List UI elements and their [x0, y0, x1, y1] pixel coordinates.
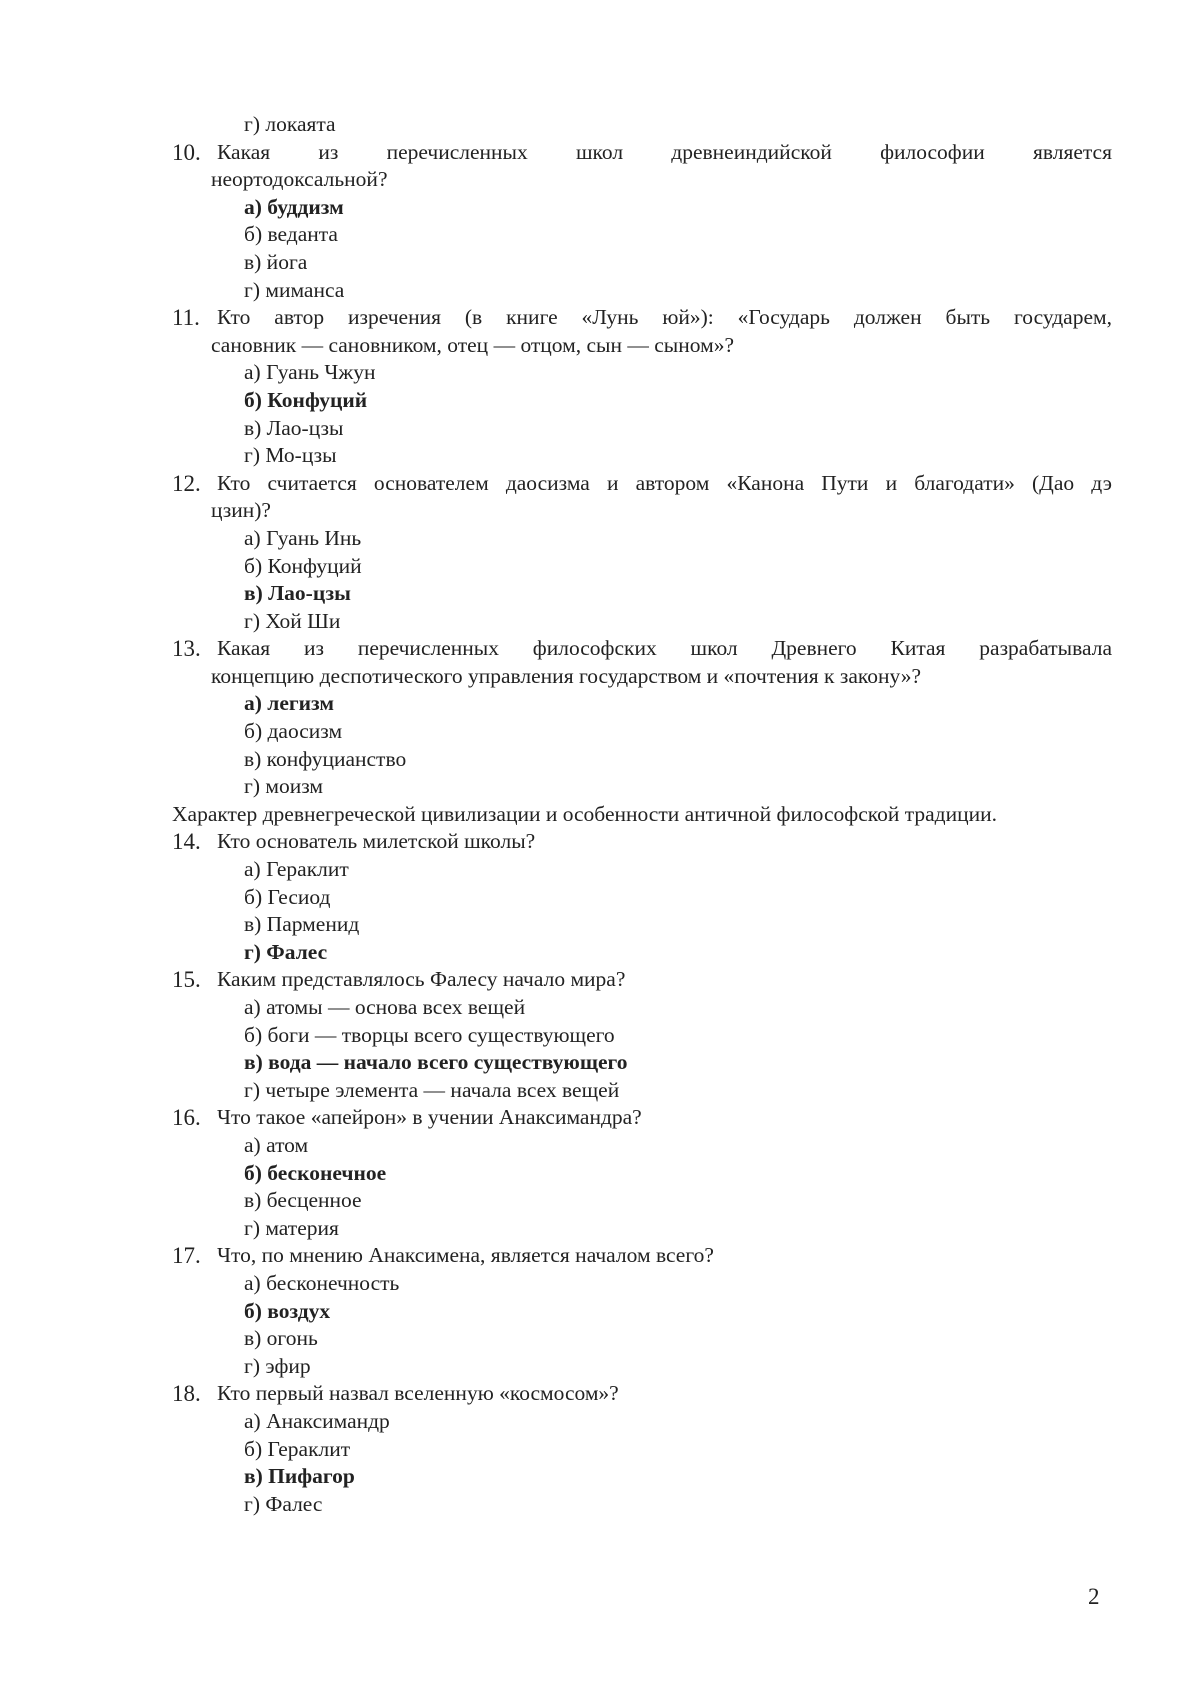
answer-option: г) моизм	[244, 774, 324, 799]
answer-option: а) Гуань Инь	[244, 525, 362, 550]
answer-option: а) Гераклит	[244, 857, 349, 882]
answer-option: а) атом	[244, 1132, 309, 1157]
answer-option: г) Мо-цзы	[244, 443, 337, 468]
answer-option: г) эфир	[244, 1353, 311, 1378]
question-line: неортодоксальной?	[211, 167, 388, 192]
answer-option: а) Гуань Чжун	[244, 360, 376, 385]
answer-option-correct: в) Пифагор	[244, 1464, 355, 1489]
answer-option-correct: в) Лао-цзы	[244, 581, 351, 606]
question-text	[172, 828, 1112, 856]
question-text	[172, 1104, 1112, 1132]
question-number: 17.	[172, 1243, 201, 1269]
answer-option: б) даосизм	[244, 719, 343, 744]
answer-option: г) четыре элемента — начала всех вещей	[244, 1077, 620, 1102]
answer-option-correct: а) буддизм	[244, 194, 344, 219]
question-list-greek	[172, 828, 1112, 1518]
question-line: Кто автор изречения (в книге «Лунь юй»): «Государь должен быть государем,	[217, 305, 1112, 330]
answer-option: б) Гераклит	[244, 1436, 351, 1461]
question-text	[172, 1242, 1112, 1270]
page-content	[172, 111, 1112, 1518]
question-block	[172, 966, 1112, 1104]
answer-option: б) боги — творцы всего существующего	[244, 1022, 615, 1047]
question-block	[172, 304, 1112, 470]
question-line: концепцию деспотического управления государством и «почтения к закону»?	[211, 663, 922, 688]
question-list-indian-chinese	[172, 139, 1112, 801]
answer-option: а) бесконечность	[244, 1270, 400, 1295]
question-number: 10.	[172, 139, 201, 165]
question-line: Кто основатель милетской школы?	[217, 829, 536, 854]
answer-option-correct: а) легизм	[244, 691, 335, 716]
question-line: Что, по мнению Анаксимена, является началом всего?	[217, 1243, 714, 1268]
question-block	[172, 1380, 1112, 1518]
answer-option: а) Анаксимандр	[244, 1408, 390, 1433]
answer-option-correct: б) Конфуций	[244, 387, 368, 412]
answer-option: в) огонь	[244, 1326, 318, 1351]
question-line: Каким представлялось Фалесу начало мира?	[217, 967, 626, 992]
answer-option: г) Хой Ши	[244, 608, 341, 633]
answer-option: б) Гесиод	[244, 884, 331, 909]
answer-option: в) йога	[244, 249, 308, 274]
question-line: Кто считается основателем даосизма и автором «Канона Пути и благодати» (Дао дэ	[217, 470, 1112, 495]
answer-option-correct: б) бесконечное	[244, 1160, 387, 1185]
question-line: Какая из перечисленных философских школ Древнего Китая разрабатывала	[217, 636, 1112, 661]
answer-option: а) атомы — основа всех вещей	[244, 995, 526, 1019]
answer-option-correct: г) Фалес	[244, 939, 328, 964]
question-line: сановник — сановником, отец — отцом, сын — сыном»?	[211, 332, 734, 357]
answer-option-lead: г) локаята	[244, 112, 336, 136]
question-line: Какая из перечисленных школ древнеиндийской философии является	[217, 139, 1112, 164]
question-number: 16.	[172, 1105, 201, 1131]
answer-option-correct: б) воздух	[244, 1298, 331, 1323]
question-block	[172, 139, 1112, 305]
answer-option: г) материя	[244, 1215, 339, 1240]
question-number: 11.	[172, 305, 200, 331]
answer-option: в) Парменид	[244, 912, 360, 937]
question-text	[172, 966, 1112, 994]
question-number: 13.	[172, 636, 201, 662]
answer-option: г) миманса	[244, 277, 345, 302]
question-number: 14.	[172, 829, 201, 855]
question-text	[172, 304, 1112, 332]
answer-option-correct: в) вода — начало всего существующего	[244, 1050, 628, 1075]
question-line: Что такое «апейрон» в учении Анаксимандра?	[217, 1105, 642, 1130]
question-block	[172, 635, 1112, 801]
section-heading: Характер древнегреческой цивилизации и особенности античной философской традиции.	[172, 801, 998, 826]
question-text	[172, 139, 1112, 167]
question-text	[172, 635, 1112, 663]
question-line: Кто первый назвал вселенную «космосом»?	[217, 1381, 619, 1406]
question-number: 15.	[172, 967, 201, 993]
answer-option: в) конфуцианство	[244, 746, 407, 771]
question-block	[172, 828, 1112, 966]
page-number: 2	[1088, 1584, 1100, 1609]
answer-option: в) бесценное	[244, 1188, 362, 1213]
question-block	[172, 1242, 1112, 1380]
question-line: цзин)?	[211, 498, 271, 523]
question-block	[172, 470, 1112, 636]
question-number: 18.	[172, 1381, 201, 1407]
answer-option: г) Фалес	[244, 1491, 323, 1516]
question-number: 12.	[172, 470, 201, 496]
answer-option: в) Лао-цзы	[244, 415, 344, 440]
question-block	[172, 1104, 1112, 1242]
answer-option: б) веданта	[244, 222, 338, 247]
question-text	[172, 1380, 1112, 1408]
question-text	[172, 470, 1112, 498]
answer-option: б) Конфуций	[244, 553, 362, 578]
